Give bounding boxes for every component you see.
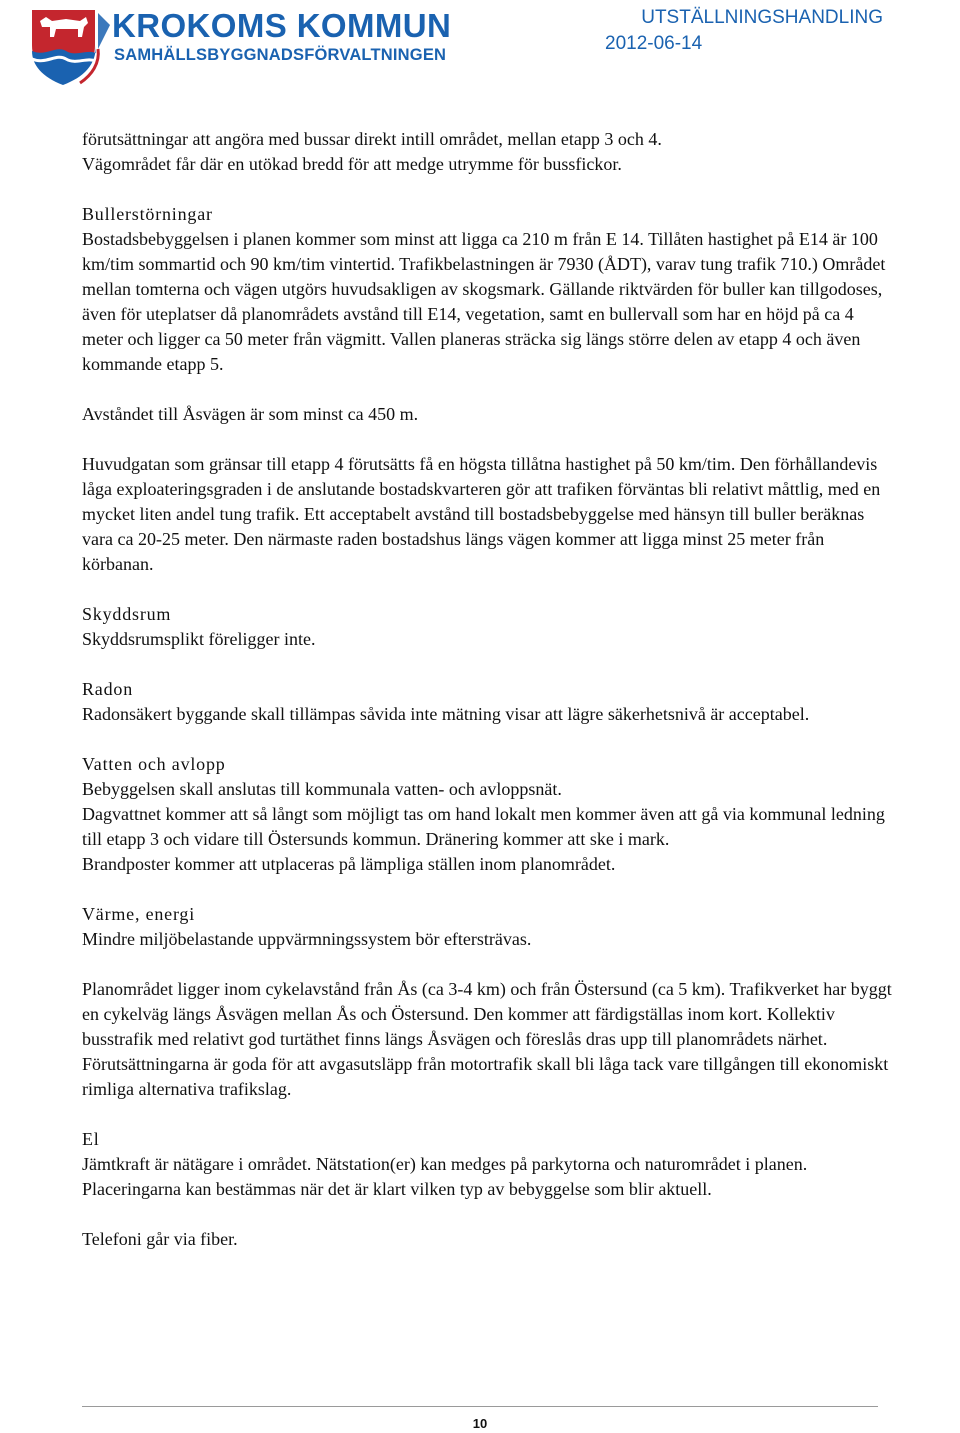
body-paragraph: Planområdet ligger inom cykelavstånd från Ås (ca 3-4 km) och från Östersund (ca 5 km). Trafikverket har byggt en cykelväg längs Åsvägen mellan Ås och Östersund. Den kommer att färdigställas inom kort. Kollektiv busstrafik med relativt god turtäthet finns längs Åsvägen och föreslås dras upp till planområdets närhet. <box>82 979 892 1049</box>
energy-section <box>82 902 892 952</box>
section-heading: Skyddsrum <box>82 604 172 624</box>
body-paragraph: Brandposter kommer att utplaceras på lämpliga ställen inom planområdet. <box>82 854 616 874</box>
intro-section <box>82 127 892 177</box>
page-number: 10 <box>472 1416 488 1431</box>
body-paragraph: Bebyggelsen skall anslutas till kommunala vatten- och avloppsnät. <box>82 779 562 799</box>
main-street-section <box>82 452 892 577</box>
section-heading: El <box>82 1129 100 1149</box>
water-section <box>82 752 892 877</box>
body-paragraph: Förutsättningarna är goda för att avgasutsläpp från motortrafik skall bli låga tack vare tillgången till ekonomiskt rimliga alternativa trafikslag. <box>82 1054 889 1099</box>
body-paragraph: Vägområdet får där en utökad bredd för att medge utrymme för bussfickor. <box>82 154 622 174</box>
electricity-section <box>82 1127 892 1202</box>
coat-of-arms-logo <box>26 5 112 89</box>
document-date: 2012-06-14 <box>605 33 703 54</box>
document-body <box>82 127 892 1277</box>
body-paragraph: Bostadsbebyggelsen i planen kommer som minst att ligga ca 210 m från E 14. Tillåten hastighet på E14 är 100 km/tim sommartid och 90 km/tim vintertid. Trafikbelastningen är 7930 (ÅDT), varav tung trafik 710.) Området mellan tomterna och vägen utgörs huvudsakligen av skogsmark. Gällande riktvärden för buller kan tillgodoses, även för uteplatser då planområdets avstånd till E14, vegetation, samt en bullervall som har en höjd på ca 4 meter och ligger ca 50 meter från vägmitt. Vallen planeras sträcka sig längs större delen av etapp 4 och även kommande etapp 5. <box>82 229 886 374</box>
shelter-section <box>82 602 892 652</box>
page-header <box>0 0 960 90</box>
body-paragraph: Jämtkraft är nätägare i området. Nätstation(er) kan medges på parkytorna och naturområdet i planen. Placeringarna kan bestämmas när det är klart vilken typ av bebyggelse som blir aktuell. <box>82 1154 808 1199</box>
document-type: UTSTÄLLNINGSHANDLING <box>641 7 883 28</box>
body-paragraph: Telefoni går via fiber. <box>82 1229 238 1249</box>
footer-divider <box>82 1406 878 1407</box>
department-name: SAMHÄLLSBYGGNADSFÖRVALTNINGEN <box>114 46 447 64</box>
radon-section <box>82 677 892 727</box>
organization-name: KROKOMS KOMMUN <box>112 7 452 44</box>
body-paragraph: Dagvattnet kommer att så långt som möjligt tas om hand lokalt men kommer även att gå via kommunal ledning till etapp 3 och vidare till Östersunds kommun. Dränering kommer att ske i mark. <box>82 804 885 849</box>
noise-section <box>82 202 892 377</box>
distance-section <box>82 402 892 427</box>
section-heading: Radon <box>82 679 133 699</box>
body-paragraph: Radonsäkert byggande skall tillämpas såvida inte mätning visar att lägre säkerhetsnivå är acceptabel. <box>82 704 810 724</box>
telephony-section <box>82 1227 892 1252</box>
section-heading: Vatten och avlopp <box>82 754 226 774</box>
transport-section <box>82 977 892 1102</box>
body-paragraph: förutsättningar att angöra med bussar direkt intill området, mellan etapp 3 och 4. <box>82 129 662 149</box>
section-heading: Bullerstörningar <box>82 204 213 224</box>
section-heading: Värme, energi <box>82 904 196 924</box>
body-paragraph: Mindre miljöbelastande uppvärmningssystem bör eftersträvas. <box>82 929 532 949</box>
body-paragraph: Huvudgatan som gränsar till etapp 4 förutsätts få en högsta tillåtna hastighet på 50 km/tim. Den förhållandevis låga exploateringsgraden i de anslutande bostadskvarteren gör att trafiken förväntas bli relativt måttlig, med en mycket liten andel tung trafik. Ett acceptabelt avstånd till bostadsbebyggelse med hänsyn till buller beräknas vara ca 20-25 meter. Den närmaste raden bostadshus längs vägen kommer att ligga minst 25 meter från körbanan. <box>82 454 881 574</box>
body-paragraph: Skyddsrumsplikt föreligger inte. <box>82 629 316 649</box>
body-paragraph: Avståndet till Åsvägen är som minst ca 450 m. <box>82 404 419 424</box>
